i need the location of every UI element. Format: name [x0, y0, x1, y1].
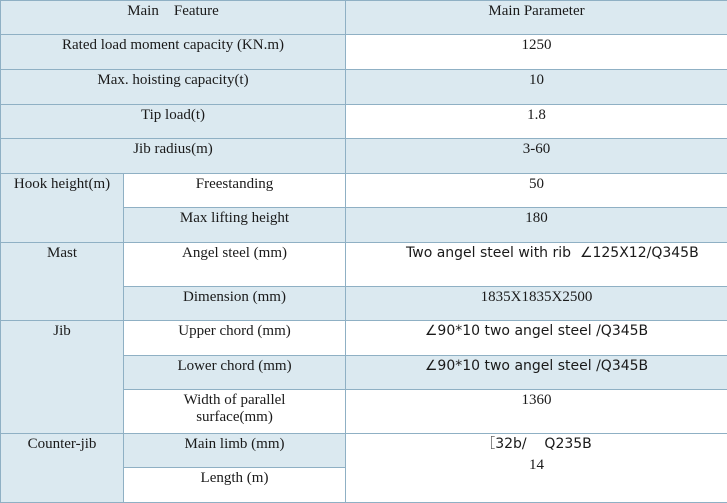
table-row	[1, 139, 727, 174]
row-value: ∠90*10 two angel steel /Q345B	[346, 321, 727, 356]
row-value: 50	[346, 174, 727, 208]
group-label-mast: Mast	[1, 243, 124, 321]
row-value: 1835X1835X2500	[346, 287, 727, 321]
row-label: Max lifting height	[124, 208, 346, 243]
table-row	[1, 35, 727, 70]
table-row	[1, 105, 727, 139]
row-label: Upper chord (mm)	[124, 321, 346, 356]
row-value: 180	[346, 208, 727, 243]
group-label-counter-jib: Counter-jib	[1, 434, 124, 503]
row-label: Freestanding	[124, 174, 346, 208]
row-label: Width of parallel surface(mm)	[124, 390, 346, 434]
row-value: ∠90*10 two angel steel /Q345B	[346, 356, 727, 390]
row-value: 10	[346, 70, 727, 105]
row-value: 3-60	[346, 139, 727, 174]
row-value: 1.8	[346, 105, 727, 139]
row-label: Length (m)	[124, 468, 346, 503]
group-label-jib: Jib	[1, 321, 124, 434]
table-row	[1, 70, 727, 105]
row-label: Main limb (mm)	[124, 434, 346, 468]
table-row	[1, 243, 727, 287]
row-label: Dimension (mm)	[124, 287, 346, 321]
header-parameter: Main Parameter	[346, 1, 727, 35]
table-row	[1, 174, 727, 208]
table-row	[1, 321, 727, 356]
group-label-hook-height: Hook height(m)	[1, 174, 124, 243]
row-value: 1250	[346, 35, 727, 70]
row-label: Lower chord (mm)	[124, 356, 346, 390]
table-header-row	[1, 1, 727, 35]
row-label: Angel steel (mm)	[124, 243, 346, 287]
row-label: Max. hoisting capacity(t)	[1, 70, 346, 105]
row-label: Jib radius(m)	[1, 139, 346, 174]
header-feature: Main Feature	[1, 1, 346, 35]
row-value: 1360	[346, 390, 727, 434]
row-label: Tip load(t)	[1, 105, 346, 139]
row-value: Two angel steel with rib ∠125X12/Q345B	[346, 243, 727, 287]
row-label: Rated load moment capacity (KN.m)	[1, 35, 346, 70]
row-value-counter-jib: ［32b/ Q235B 14	[346, 434, 727, 503]
table-row	[1, 434, 727, 468]
